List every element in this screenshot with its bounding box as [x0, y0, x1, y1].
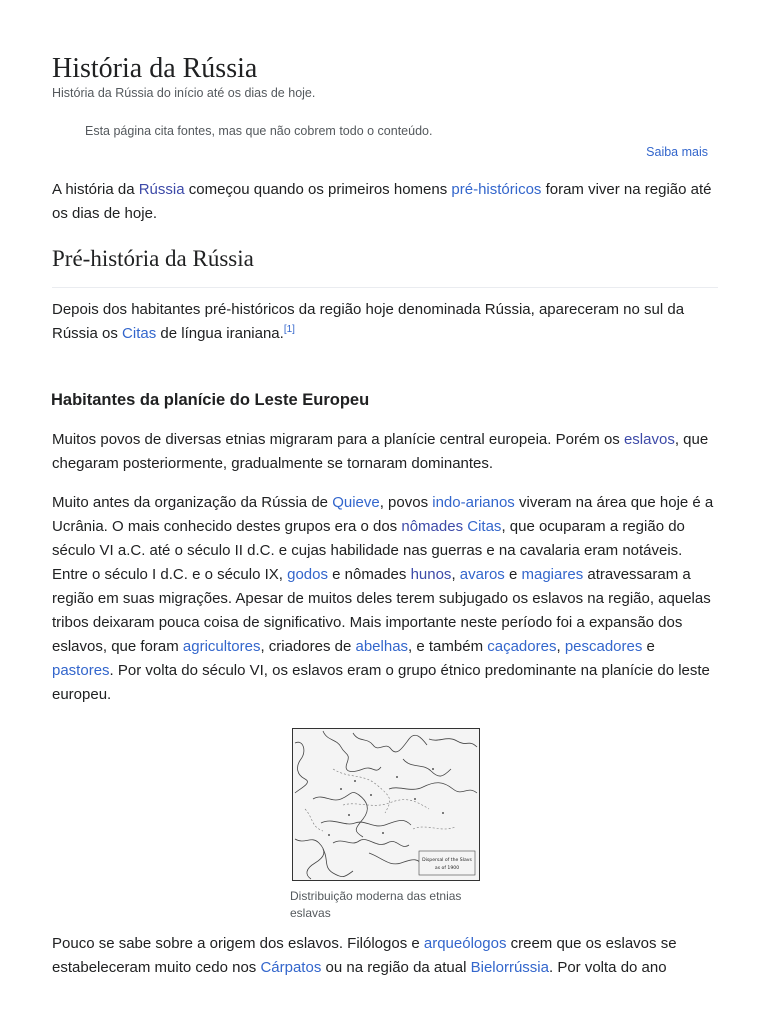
link-citas[interactable]: Citas — [122, 325, 157, 342]
slavs-map-image[interactable] — [292, 728, 480, 881]
figure-caption: Distribuição moderna das etnias eslavas — [290, 889, 462, 920]
citation-notice: Esta página cita fontes, mas que não cobrem todo o conteúdo. — [85, 124, 433, 138]
section-heading-plain: Habitantes da planície do Leste Europeu — [51, 391, 370, 409]
link-russia[interactable]: Rússia — [138, 181, 185, 198]
link-agricultores[interactable]: agricultores — [182, 638, 261, 655]
link-hunos[interactable]: hunos — [410, 566, 452, 583]
intro-paragraph: A história da Rússia começou quando os primeiros homens pré-históricos foram viver na região até os dias de hoje. — [52, 181, 712, 222]
link-eslavos[interactable]: eslavos — [623, 431, 675, 448]
reference-1[interactable]: [1] — [283, 324, 295, 335]
link-arqueologos[interactable]: arqueólogos — [423, 935, 507, 952]
link-pescadores[interactable]: pescadores — [564, 638, 643, 655]
link-avaros[interactable]: avaros — [459, 566, 505, 583]
link-magiares[interactable]: magiares — [521, 566, 584, 583]
link-indo-arianos[interactable]: indo-arianos — [432, 494, 515, 511]
plain-paragraph-1: Muitos povos de diversas etnias migraram para a planície central europeia. Porém os eslavos, que chegaram posteriormente, gradualmente se tornaram dominantes. — [52, 431, 709, 472]
link-nomades[interactable]: nômades — [401, 518, 464, 535]
heading-divider — [52, 287, 718, 288]
link-quieve[interactable]: Quieve — [332, 494, 380, 511]
section-heading-prehistory: Pré-história da Rússia — [52, 246, 254, 271]
link-prehistoric[interactable]: pré-históricos — [451, 181, 542, 198]
link-pastores[interactable]: pastores — [52, 662, 110, 679]
map-legend-line-1: Dispersal of the Slavs — [422, 858, 472, 863]
page-title: História da Rússia — [52, 53, 258, 84]
link-godos[interactable]: godos — [287, 566, 328, 583]
learn-more-link[interactable]: Saiba mais — [646, 145, 708, 159]
link-cacadores[interactable]: caçadores — [487, 638, 557, 655]
map-figure — [290, 728, 485, 922]
plain-paragraph-3: Pouco se sabe sobre a origem dos eslavos. Filólogos e arqueólogos creem que os eslavos se estabeleceram muito cedo nos Cárpatos ou na região da atual Bielorrússia. Por volta do ano — [52, 935, 677, 976]
prehistory-paragraph: Depois dos habitantes pré-históricos da região hoje denominada Rússia, apareceram no sul da Rússia os Citas de língua iraniana.[1] — [52, 301, 685, 342]
page-subtitle: História da Rússia do início até os dias de hoje. — [52, 86, 316, 100]
link-bielorrussia[interactable]: Bielorrússia — [470, 959, 549, 976]
map-legend-line-2: as of 1900 — [434, 866, 460, 871]
link-carpatos[interactable]: Cárpatos — [260, 959, 322, 976]
link-abelhas[interactable]: abelhas — [355, 638, 409, 655]
plain-paragraph-2: Muito antes da organização da Rússia de Quieve, povos indo-arianos viveram na área que hoje é a Ucrânia. O mais conhecido destes grupos era o dos nômades Citas, que ocuparam a região do século VI a.C. até o século II d.C. e cujas habilidade nas guerras e na cavalaria eram notáveis. Entre o século I d.C. e o século IX, godos e nômades hunos, avaros e magiares atravessaram a região em suas migrações. Apesar de muitos deles terem subjugado os eslavos na região, aquelas tribos deixaram pouca coisa de significativo. Mais importante neste período foi a expansão dos eslavos, que foram agricultores, criadores de abelhas, e também caçadores, pescadores e pastores. Por volta do século VI, os eslavos eram o grupo étnico predominante na planície do leste europeu. — [52, 494, 714, 703]
link-citas-2[interactable]: Citas — [467, 518, 502, 535]
